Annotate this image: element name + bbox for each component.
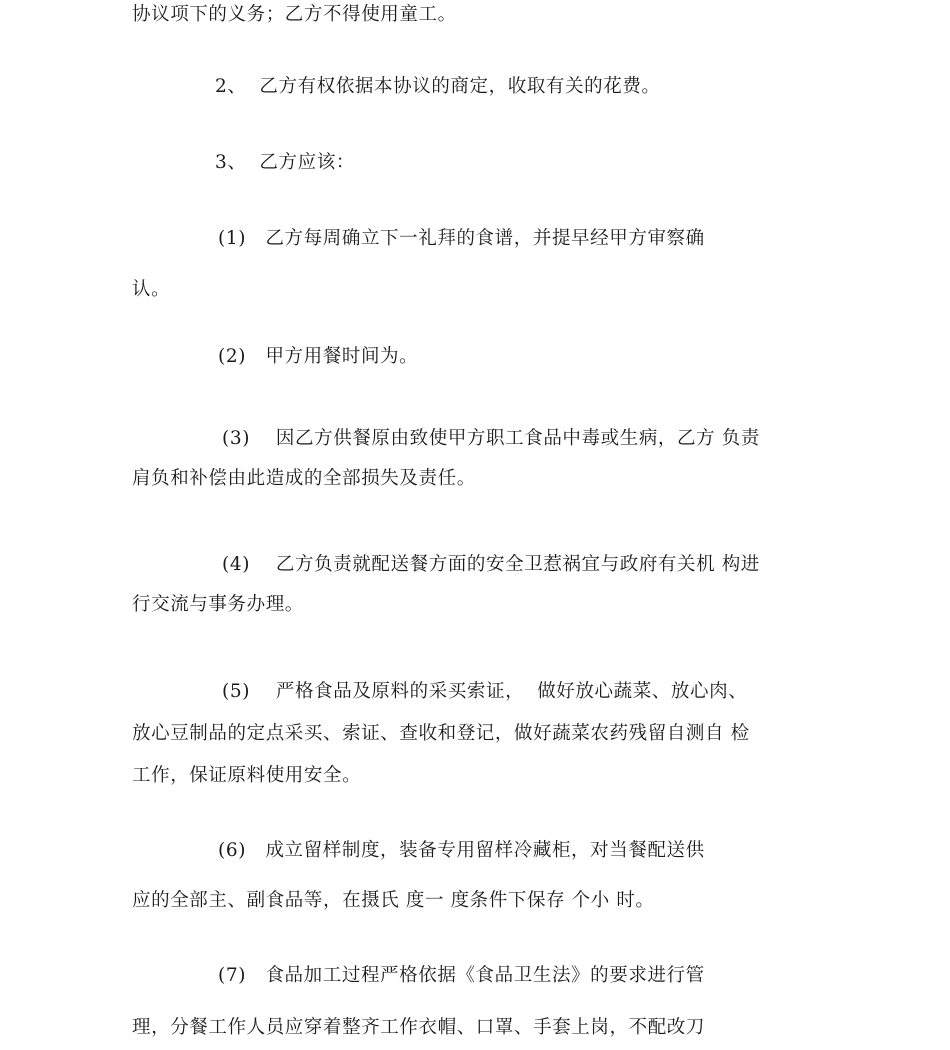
- text-line: 认。: [132, 279, 171, 300]
- text-line: 工作，保证原料使用安全。: [132, 765, 362, 786]
- item-3: (3) 因乙方供餐原由致使甲方职工食品中毒或生病，乙方 负责: [222, 428, 760, 449]
- item-7: (7) 食品加工过程严格依据《食品卫生法》的要求进行管: [218, 965, 705, 986]
- item-2: (2) 甲方用餐时间为。: [218, 346, 419, 367]
- text-line: 放心豆制品的定点采买、索证、查收和登记，做好蔬菜农药残留自测自 检: [132, 723, 750, 744]
- text-line: 应的全部主、副食品等，在摄氏 度一 度条件下保存 个小 时。: [132, 890, 655, 911]
- item-1: (1) 乙方每周确立下一礼拜的食谱，并提早经甲方审察确: [218, 228, 705, 249]
- text-line: 协议项下的义务；乙方不得使用童工。: [132, 4, 457, 25]
- item-6: (6) 成立留样制度，装备专用留样冷藏柜，对当餐配送供: [218, 840, 705, 861]
- clause-2: 2、 乙方有权依据本协议的商定，收取有关的花费。: [215, 76, 661, 97]
- text-line: 理，分餐工作人员应穿着整齐工作衣帽、口罩、手套上岗，不配改刀: [132, 1017, 706, 1038]
- clause-3: 3、 乙方应该：: [215, 152, 355, 173]
- text-line: 行交流与事务办理。: [132, 594, 304, 615]
- item-4: (4) 乙方负责就配送餐方面的安全卫惹祸宜与政府有关机 构进: [222, 554, 760, 575]
- text-line: 肩负和补偿由此造成的全部损失及责任。: [132, 468, 476, 489]
- item-5: (5) 严格食品及原料的采买索证， 做好放心蔬菜、放心肉、: [222, 681, 748, 702]
